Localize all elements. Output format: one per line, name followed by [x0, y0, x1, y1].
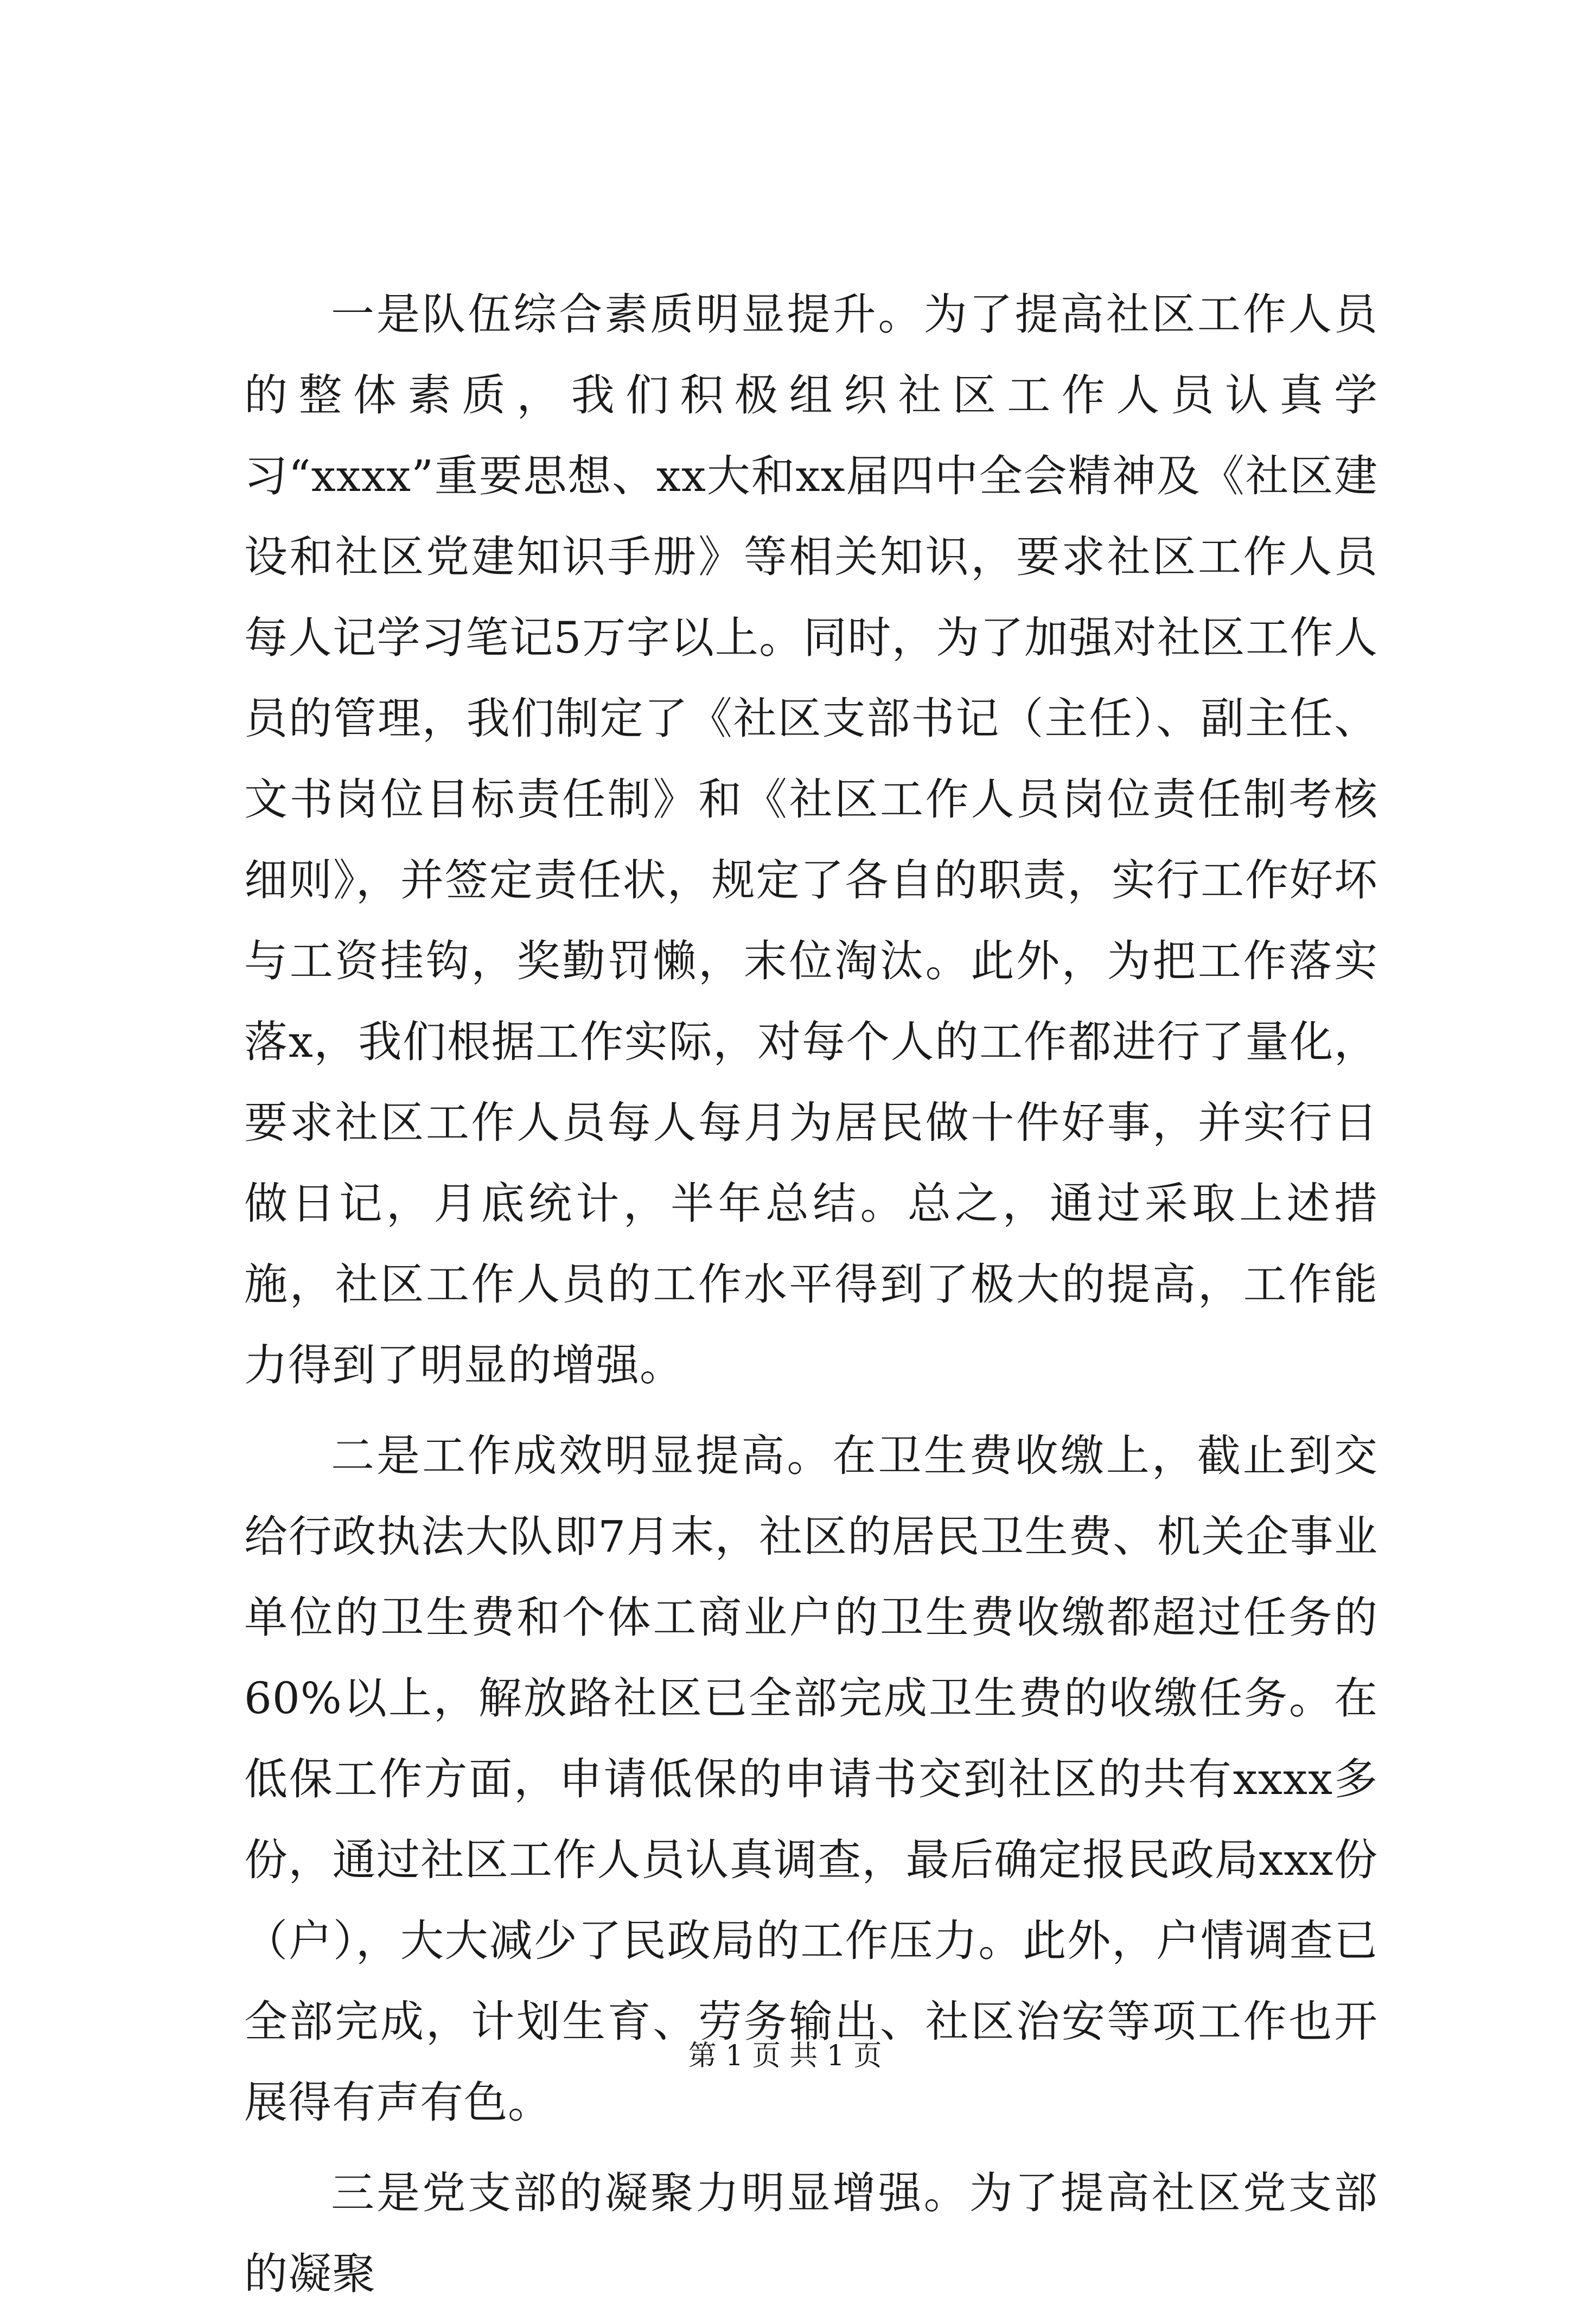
paragraph-3: 三是党支部的凝聚力明显增强。为了提高社区党支部的凝聚 [244, 2168, 1378, 2299]
paragraph-2: 二是工作成效明显提高。在卫生费收缴上，截止到交给行政执法大队即7月末，社区的居民卫生费、机关企事业单位的卫生费和个体工商业户的卫生费收缴都超过任务的60%以上，解放路社区已全部完成卫生费的收缴任务。在低保工作方面，申请低保的申请书交到社区的共有xxxx多份，通过社区工作人员认真调查，最后确定报民政局xxx份（户），大大减少了民政局的工作压力。此外，户情调查已全部完成，计划生育、劳务输出、社区治安等项工作也开展得有声有色。 [244, 1431, 1378, 2128]
paragraph-1: 一是队伍综合素质明显提升。为了提高社区工作人员的整体素质，我们积极组织社区工作人员认真学习“xxxx”重要思想、xx大和xx届四中全会精神及《社区建设和社区党建知识手册》等相关知识，要求社区工作人员每人记学习笔记5万字以上。同时，为了加强对社区工作人员的管理，我们制定了《社区支部书记（主任）、副主任、文书岗位目标责任制》和《社区工作人员岗位责任制考核细则》，并签定责任状，规定了各自的职责，实行工作好坏与工资挂钩，奖勤罚懒，末位淘汰。此外，为把工作落实落x，我们根据工作实际，对每个人的工作都进行了量化，要求社区工作人员每人每月为居民做十件好事，并实行日做日记，月底统计，半年总结。总之，通过采取上述措施，社区工作人员的工作水平得到了极大的提高，工作能力得到了明显的增强。 [244, 289, 1378, 1390]
page-footer: 第 1 页 共 1 页 [688, 2040, 882, 2072]
document-body [244, 274, 1378, 2324]
